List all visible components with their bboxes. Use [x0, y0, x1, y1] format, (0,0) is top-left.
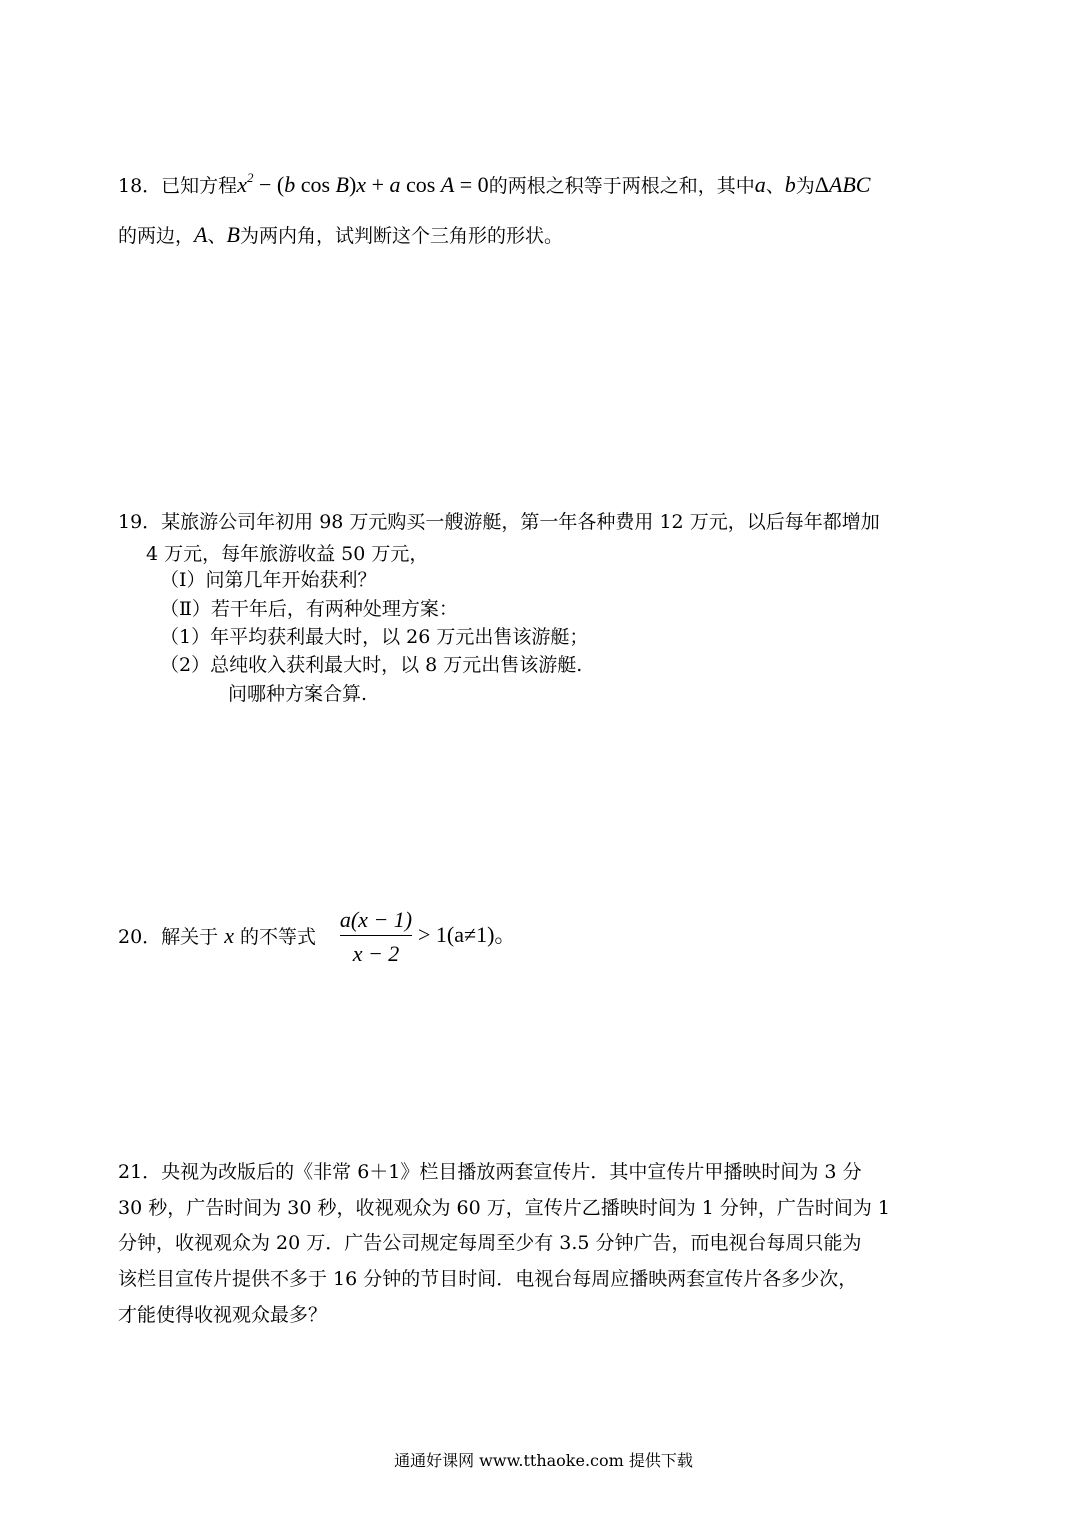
q20-mid: 的不等式 — [240, 926, 317, 948]
q19-option-1: （1）年平均获利最大时，以 26 万元出售该游艇； — [160, 626, 589, 648]
q19-option-2: （2）总纯收入获利最大时，以 8 万元出售该游艇. — [160, 654, 583, 676]
q18-wei-text: 为 — [795, 175, 815, 197]
q18-var-a: a — [754, 172, 766, 197]
q18-var-b: b — [784, 172, 796, 197]
q20-numerator: a(x − 1) — [339, 907, 413, 932]
q18-sides-text: 的两边， — [118, 225, 195, 247]
q18-triangle: ΔABC — [814, 172, 871, 197]
q20-fraction — [338, 905, 414, 965]
q21-line-4: 该栏目宣传片提供不多于 16 分钟的节目时间．电视台每周应播映两套宣传片各多少次， — [118, 1268, 858, 1290]
q18-line-1 — [118, 170, 871, 197]
q20-var-x: x — [224, 923, 234, 948]
q20-fraction-bar — [340, 935, 412, 936]
q20-tail: > 1(a≠1)。 — [418, 922, 517, 947]
q20-prefix: 20．解关于 — [118, 926, 219, 948]
q18-var-A: A — [194, 222, 208, 247]
q21-line-5: 才能使得收视观众最多？ — [118, 1304, 328, 1326]
page-footer: 通通好课网 www.tthaoke.com 提供下载 — [394, 1451, 693, 1470]
q18-lead-text: 18．已知方程 — [118, 175, 238, 197]
q18-line-2 — [118, 224, 563, 246]
q20-lead — [118, 925, 316, 947]
q21-line-2: 30 秒，广告时间为 30 秒，收视观众为 60 万，宣传片乙播映时间为 1 分钟，广告时间为 1 — [118, 1197, 891, 1219]
q18-var-B: B — [226, 222, 240, 247]
q18-separator-2: 、 — [207, 225, 227, 247]
q21-line-1: 21．央视为改版后的《非常 6＋1》栏目播放两套宣传片．其中宣传片甲播映时间为 3 分 — [118, 1161, 862, 1183]
q19-part-1: （Ⅰ）问第几年开始获利？ — [160, 569, 377, 591]
q18-question-text: 为两内角，试判断这个三角形的形状。 — [239, 225, 563, 247]
q19-line-2: 4 万元，每年旅游收益 50 万元， — [146, 543, 429, 565]
q19-line-1: 19．某旅游公司年初用 98 万元购买一艘游艇，第一年各种费用 12 万元，以后每年都增加 — [118, 511, 880, 533]
q19-question: 问哪种方案合算. — [228, 683, 368, 705]
q19-part-2: （Ⅱ）若干年后，有两种处理方案： — [160, 598, 458, 620]
q20-denominator: x − 2 — [352, 941, 400, 966]
q18-condition-text: 的两根之积等于两根之和，其中 — [488, 175, 755, 197]
q21-line-3: 分钟，收视观众为 20 万．广告公司规定每周至少有 3.5 分钟广告，而电视台每周只能为 — [118, 1232, 862, 1254]
q18-separator: 、 — [765, 175, 785, 197]
q18-equation: $x^2 - (b$ cos B)x + a cos A = 0 — [237, 170, 489, 197]
